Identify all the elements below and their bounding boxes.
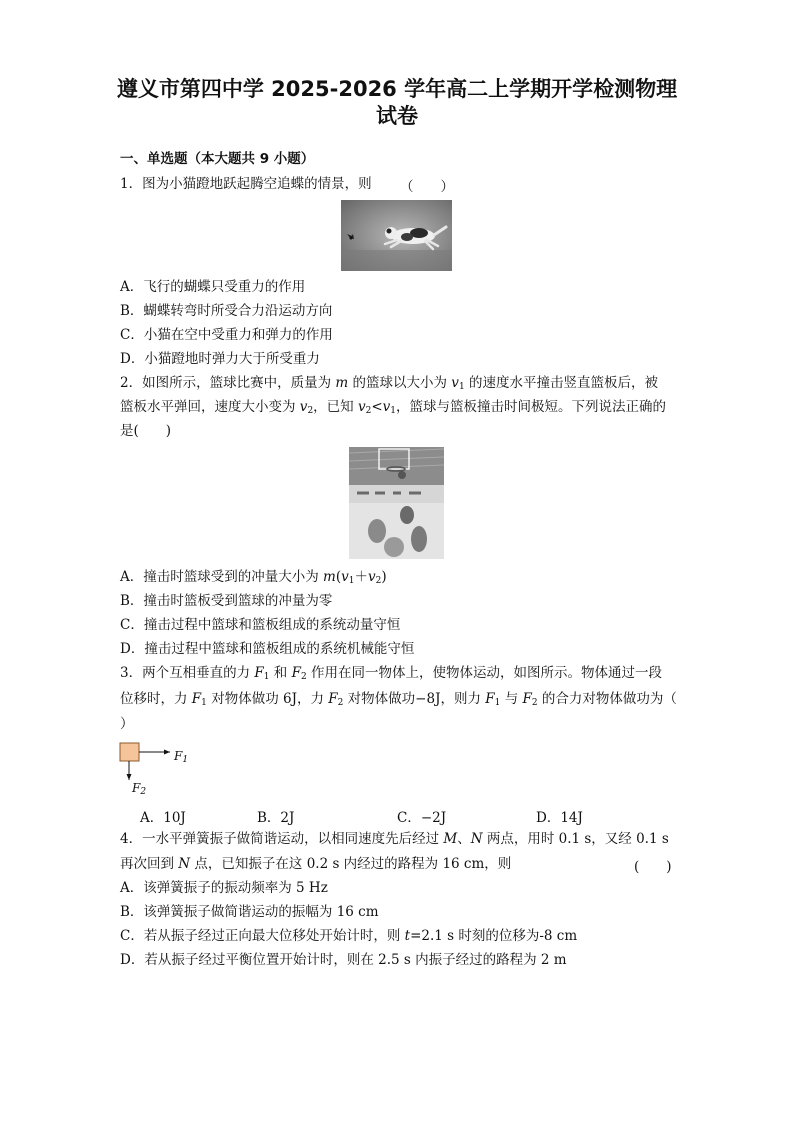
title-line-1: 遵义市第四中学 2025-2026 学年高二上学期开学检测物理 bbox=[116, 77, 678, 101]
object-block bbox=[120, 743, 139, 761]
q1-option-d: D．小猫蹬地时弹力大于所受重力 bbox=[120, 351, 320, 367]
q1-option-b: B．蝴蝶转弯时所受合力沿运动方向 bbox=[120, 303, 333, 319]
q3-stem-line-1: 3．两个互相垂直的力 $F_1$ 和 $F_2$ 作用在同一物体上，使物体运动，如图所示。物体通过一段 bbox=[120, 665, 662, 682]
exam-title bbox=[90, 76, 704, 130]
q4-option-c: C．若从振子经过正向最大位移处开始计时，则 t=2.1 s 时刻的位移为-8 cm bbox=[120, 928, 578, 944]
q3-option-d: D．14J bbox=[536, 810, 583, 826]
q3-option-a: A．10J bbox=[140, 810, 186, 826]
q2-stem-line-1: 2．如图所示，篮球比赛中，质量为 m 的篮球以大小为 $v_1$ 的速度水平撞击竖直篮板后，被 bbox=[120, 375, 658, 392]
q2-option-a: A．撞击时篮球受到的冲量大小为 $m(v_1+v_2)$ bbox=[120, 569, 387, 586]
q2-stem-line-2: 篮板水平弹回，速度大小变为 $v_2$，已知 $v_2<v_1$，篮球与篮板撞击时间极短。下列说法正确的 bbox=[120, 399, 667, 416]
f2-arrow-head bbox=[127, 774, 132, 780]
q4-option-b: B．该弹簧振子做简谐运动的振幅为 16 cm bbox=[120, 904, 379, 920]
q2-option-b: B．撞击时篮板受到篮球的冲量为零 bbox=[120, 593, 333, 609]
q1-stem: 1．图为小猫蹬地跃起腾空追蝶的情景，则 bbox=[120, 176, 372, 192]
q3-option-b: B．2J bbox=[257, 810, 295, 826]
q4-option-a: A．该弹簧振子的振动频率为 5 Hz bbox=[120, 880, 328, 896]
q4-stem-line-2: 再次回到 N 点，已知振子在这 0.2 s 内经过的路程为 16 cm，则 bbox=[120, 856, 512, 872]
q1-answer-paren: （ ） bbox=[400, 179, 454, 195]
q1-option-c: C．小猫在空中受重力和弹力的作用 bbox=[120, 327, 333, 343]
q2-option-d: D．撞击过程中篮球和篮板组成的系统机械能守恒 bbox=[120, 641, 415, 657]
f1-label: $F_1$ bbox=[174, 749, 189, 765]
q4-option-d: D．若从振子经过平衡位置开始计时，则在 2.5 s 内振子经过的路程为 2 m bbox=[120, 952, 567, 968]
title-line-2: 试卷 bbox=[376, 104, 418, 128]
q1-option-a: A．飞行的蝴蝶只受重力的作用 bbox=[120, 279, 306, 295]
f1-arrow-head bbox=[164, 750, 170, 755]
section-heading: 一、单选题（本大题共 9 小题） bbox=[120, 151, 315, 167]
q1-cat-butterfly-image bbox=[341, 200, 452, 271]
q4-answer-paren: ( ) bbox=[634, 859, 672, 875]
q3-stem-line-3: ） bbox=[120, 716, 134, 732]
q2-basketball-image bbox=[349, 447, 444, 559]
q3-stem-line-2: 位移时，力 $F_1$ 对物体做功 6J，力 $F_2$ 对物体做功−8J，则力 $F_1$ 与 $F_2$ 的合力对物体做功为（ bbox=[120, 691, 677, 708]
q2-option-c: C．撞击过程中篮球和篮板组成的系统动量守恒 bbox=[120, 617, 401, 633]
f2-label: $F_2$ bbox=[132, 781, 147, 797]
q3-option-c: C．−2J bbox=[397, 810, 447, 826]
q2-stem-line-3: 是( ) bbox=[120, 423, 172, 439]
q4-stem-line-1: 4．一水平弹簧振子做简谐运动，以相同速度先后经过 M、N 两点，用时 0.1 s，又经 0.1 s bbox=[120, 831, 669, 847]
q3-force-diagram bbox=[118, 740, 198, 798]
